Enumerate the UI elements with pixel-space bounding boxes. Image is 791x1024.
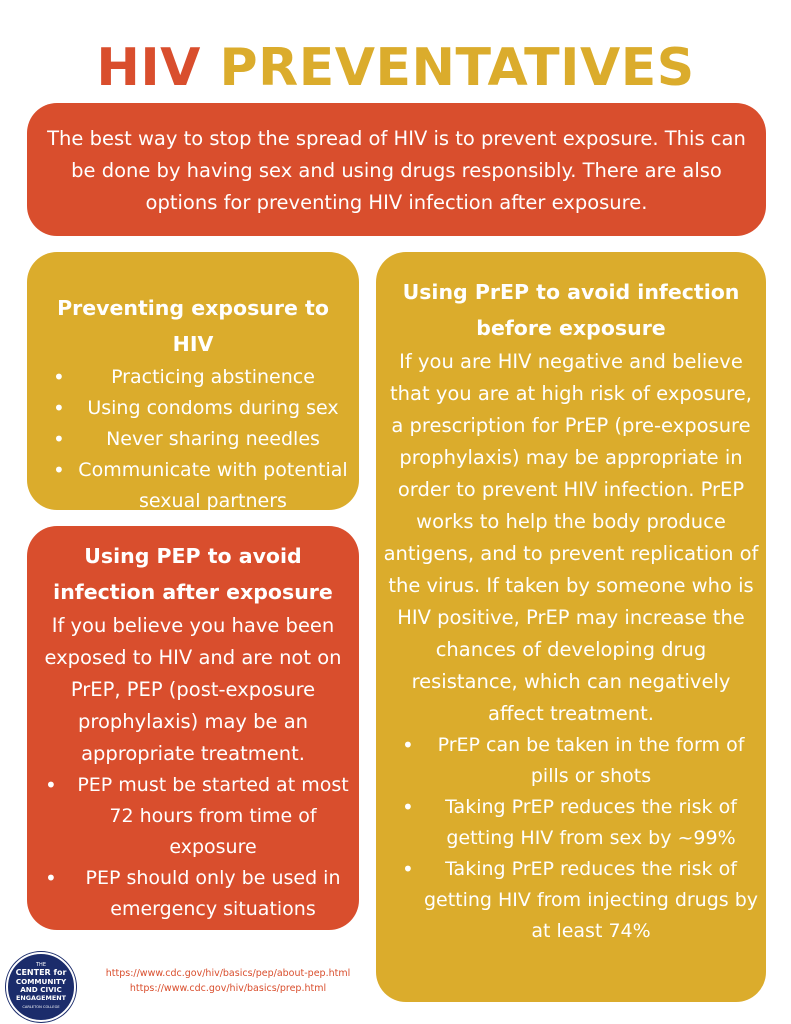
page-title [0,36,791,100]
list-item: • PEP must be started at most 72 hours from time of exposure [35,770,351,863]
list-item: • Communicate with potential sexual partners [37,455,349,517]
pep-list [35,770,351,925]
bullet-icon: • [402,795,414,819]
pep-body: If you believe you have been exposed to HIV and are not on PrEP, PEP (post-exposure prophylaxis) may be an appropriate treatment. [44,614,342,765]
list-item: • Using condoms during sex [37,393,349,424]
sources [88,966,368,996]
svg-text:THE: THE [36,962,46,968]
pep-heading: Using PEP to avoid infection after exposure [53,544,333,604]
list-item: • Practicing abstinence [37,362,349,393]
list-item: • PEP should only be used in emergency situations [35,863,351,925]
list-item: • Taking PrEP reduces the risk of getting HIV from injecting drugs by at least 74% [382,854,760,947]
bullet-icon: • [53,396,65,420]
bullet-icon: • [45,866,57,890]
prep-heading: Using PrEP to avoid infection before exposure [402,280,740,340]
list-item: • Taking PrEP reduces the risk of getting HIV from sex by ~99% [382,792,760,854]
title-word-preventatives: PREVENTATIVES [219,38,695,98]
bullet-icon: • [402,733,414,757]
bullet-icon: • [45,773,57,797]
exposure-panel [27,252,359,510]
svg-text:COMMUNITY: COMMUNITY [15,977,67,986]
svg-text:CARLETON COLLEGE: CARLETON COLLEGE [22,1005,60,1009]
prep-body: If you are HIV negative and believe that you are at high risk of exposure, a prescription for PrEP (pre-exposure prophylaxis) may be appropriate in order to prevent HIV infection. PrEP works to help the body produce antigens, and to prevent replication of the virus. If taken by someone who is HIV positive, PrEP may increase the chances of developing drug resistance, which can negatively affect treatment. [383,350,759,725]
list-item: • PrEP can be taken in the form of pills or shots [382,730,760,792]
bullet-icon: • [53,365,65,389]
logo-icon [8,954,74,1020]
source-link-prep[interactable]: https://www.cdc.gov/hiv/basics/prep.html [129,983,327,994]
svg-text:ENGAGEMENT: ENGAGEMENT [16,994,66,1002]
prep-panel [376,252,766,1002]
prep-list [382,730,760,947]
exposure-heading: Preventing exposure to HIV [57,296,329,356]
exposure-list [37,362,349,517]
center-logo [6,952,76,1022]
list-item: • Never sharing needles [37,424,349,455]
bullet-icon: • [53,427,65,451]
bullet-icon: • [402,857,414,881]
svg-text:AND CIVIC: AND CIVIC [20,985,62,994]
source-link-pep[interactable]: https://www.cdc.gov/hiv/basics/pep/about-pep.html [105,968,351,979]
intro-text: The best way to stop the spread of HIV is to prevent exposure. This can be done by having sex and using drugs responsibly. There are also options for preventing HIV infection after exposure. [47,127,746,214]
bullet-icon: • [53,458,65,482]
title-word-hiv: HIV [96,38,201,98]
svg-text:CENTER for: CENTER for [15,968,67,977]
intro-panel [27,103,766,236]
pep-panel [27,526,359,930]
